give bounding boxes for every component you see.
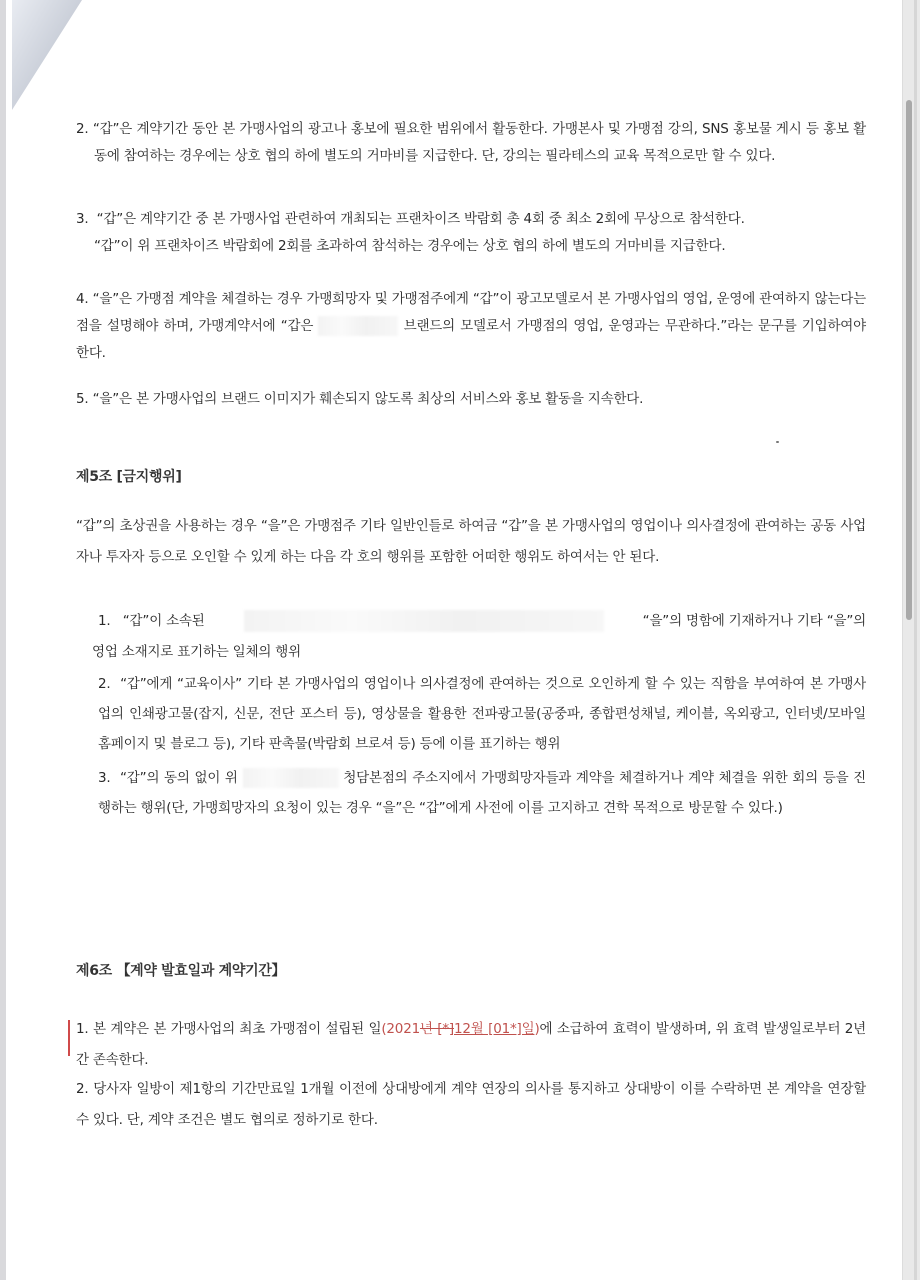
item-number: 3. xyxy=(98,770,111,786)
item-text: “을”의 명함에 기재하거나 기타 “을”의 xyxy=(642,613,866,629)
article5-item-1 xyxy=(92,606,866,668)
item-number: 5. xyxy=(76,391,89,407)
item-number: 3. xyxy=(76,211,89,227)
redacted-company-name xyxy=(244,610,604,632)
scrollbar-thumb[interactable] xyxy=(906,100,912,620)
item-text: 브랜드의 모델로서 가맹점의 영업, 운영과는 무관하다.”라는 문구를 기입하여야 한다. xyxy=(76,318,866,361)
date-close: ) xyxy=(534,1021,540,1037)
item-text: 에 소급하여 효력이 발생하며, 위 효력 발생일로부터 2년간 존속한다. xyxy=(76,1021,867,1068)
item-text: “을”은 본 가맹사업의 브랜드 이미지가 훼손되지 않도록 최상의 서비스와 홍보 활동을 지속한다. xyxy=(92,391,644,407)
item-number: 2. xyxy=(76,121,89,137)
item-number: 2. xyxy=(98,676,111,692)
item-number: 1. xyxy=(98,613,111,629)
scrollbar-rail xyxy=(914,0,917,1280)
item-number: 1. xyxy=(76,1021,89,1037)
date-deleted-text: 년 [*] xyxy=(419,1021,454,1037)
article5-intro: “갑”의 초상권을 사용하는 경우 “을”은 가맹점주 기타 일반인들로 하여금 “갑”을 본 가맹사업의 영업이나 의사결정에 관여하는 공동 사업자나 투자자 등으로 오인할 수 있게 하는 다음 각 호의 행위를 포함한 어떠한 행위도 하여서는 안 된다. xyxy=(76,518,866,565)
article5-item-2 xyxy=(98,669,866,759)
article6-heading: 제6조 【계약 발효일과 계약기간】 xyxy=(76,963,286,979)
date-open: (2021 xyxy=(381,1021,420,1037)
item-text: 당사자 일방이 제1항의 기간만료일 1개월 이전에 상대방에게 계약 연장의 의사를 통지하고 상대방이 이를 수락하면 본 계약을 연장할 수 있다. 단, 계약 조건은 별도 협의로 정하기로 한다. xyxy=(76,1081,866,1128)
item-text-line2: “갑”이 위 프랜차이즈 박람회에 2회를 초과하여 참석하는 경우에는 상호 협의 하에 별도의 거마비를 지급한다. xyxy=(94,238,726,254)
tracked-change-bar xyxy=(68,1020,70,1056)
item-text-continuation: 영업 소재지로 표기하는 일체의 행위 xyxy=(92,644,301,660)
article4-item-5 xyxy=(76,386,866,413)
scan-speck xyxy=(776,441,779,443)
item-text: “갑”에게 “교육이사” 기타 본 가맹사업의 영업이나 의사결정에 관여하는 것으로 오인하게 할 수 있는 직함을 부여하여 본 가맹사업의 인쇄광고물(잡지, 신문, 전단 포스터 등), 영상물을 활용한 전파광고물(공중파, 종합편성채널, 케이블, 옥외광고, 인터넷/모바일 홈페이지 및 블로그 등), 기타 판촉물(박람회 브로셔 등) 등에 이를 표기하는 행위 xyxy=(98,676,866,752)
item-text: 청담본점의 주소지에서 가맹희망자들과 계약을 체결하거나 계약 체결을 위한 회의 등을 진행하는 행위(단, 가맹희망자의 요청이 있는 경우 “을”은 “갑”에게 사전에 이를 고지하고 견학 목적으로 방문할 수 있다.) xyxy=(98,770,867,816)
article6-item-1 xyxy=(76,1014,866,1076)
date-inserted-text: 12월 [01*]일 xyxy=(454,1021,535,1037)
article6-item-2 xyxy=(76,1074,866,1136)
article5-item-3 xyxy=(98,763,866,823)
item-text-line1: “갑”은 계약기간 중 본 가맹사업 관련하여 개최되는 프랜차이즈 박람회 총 4회 중 최소 2회에 무상으로 참석한다. xyxy=(96,211,745,227)
redacted-branch-name xyxy=(243,768,339,788)
article4-item-2 xyxy=(76,116,866,170)
item-text: “갑”은 계약기간 동안 본 가맹사업의 광고나 홍보에 필요한 범위에서 활동한다. 가맹본사 및 가맹점 강의, SNS 홍보물 게시 등 홍보 활동에 참여하는 경우에는 상호 협의 하에 별도의 거마비를 지급한다. 단, 강의는 필라테스의 교육 목적으로만 할 수 있다. xyxy=(92,121,866,164)
item-number: 2. xyxy=(76,1081,89,1097)
item-text: “갑”이 소속된 xyxy=(122,613,205,629)
item-text: “을”은 가맹점 계약을 체결하는 경우 가맹희망자 및 가맹점주에게 “갑”이 광고모델로서 본 가맹사업의 영업, 운영에 관여하지 않는다는 점을 설명해야 하며, 가맹계약서에 “갑은 xyxy=(76,291,866,334)
item-text: 본 계약은 본 가맹사업의 최초 가맹점이 설립된 일 xyxy=(93,1021,382,1037)
article4-item-4 xyxy=(76,286,866,367)
item-number: 4. xyxy=(76,291,89,307)
effective-date-revision xyxy=(381,1021,539,1037)
item-text: “갑”의 동의 없이 위 xyxy=(120,770,238,786)
page-curl-corner xyxy=(12,0,82,110)
article5-heading: 제5조 [금지행위] xyxy=(76,469,182,485)
redacted-brand-name xyxy=(318,316,398,336)
article4-item-3 xyxy=(76,206,866,260)
